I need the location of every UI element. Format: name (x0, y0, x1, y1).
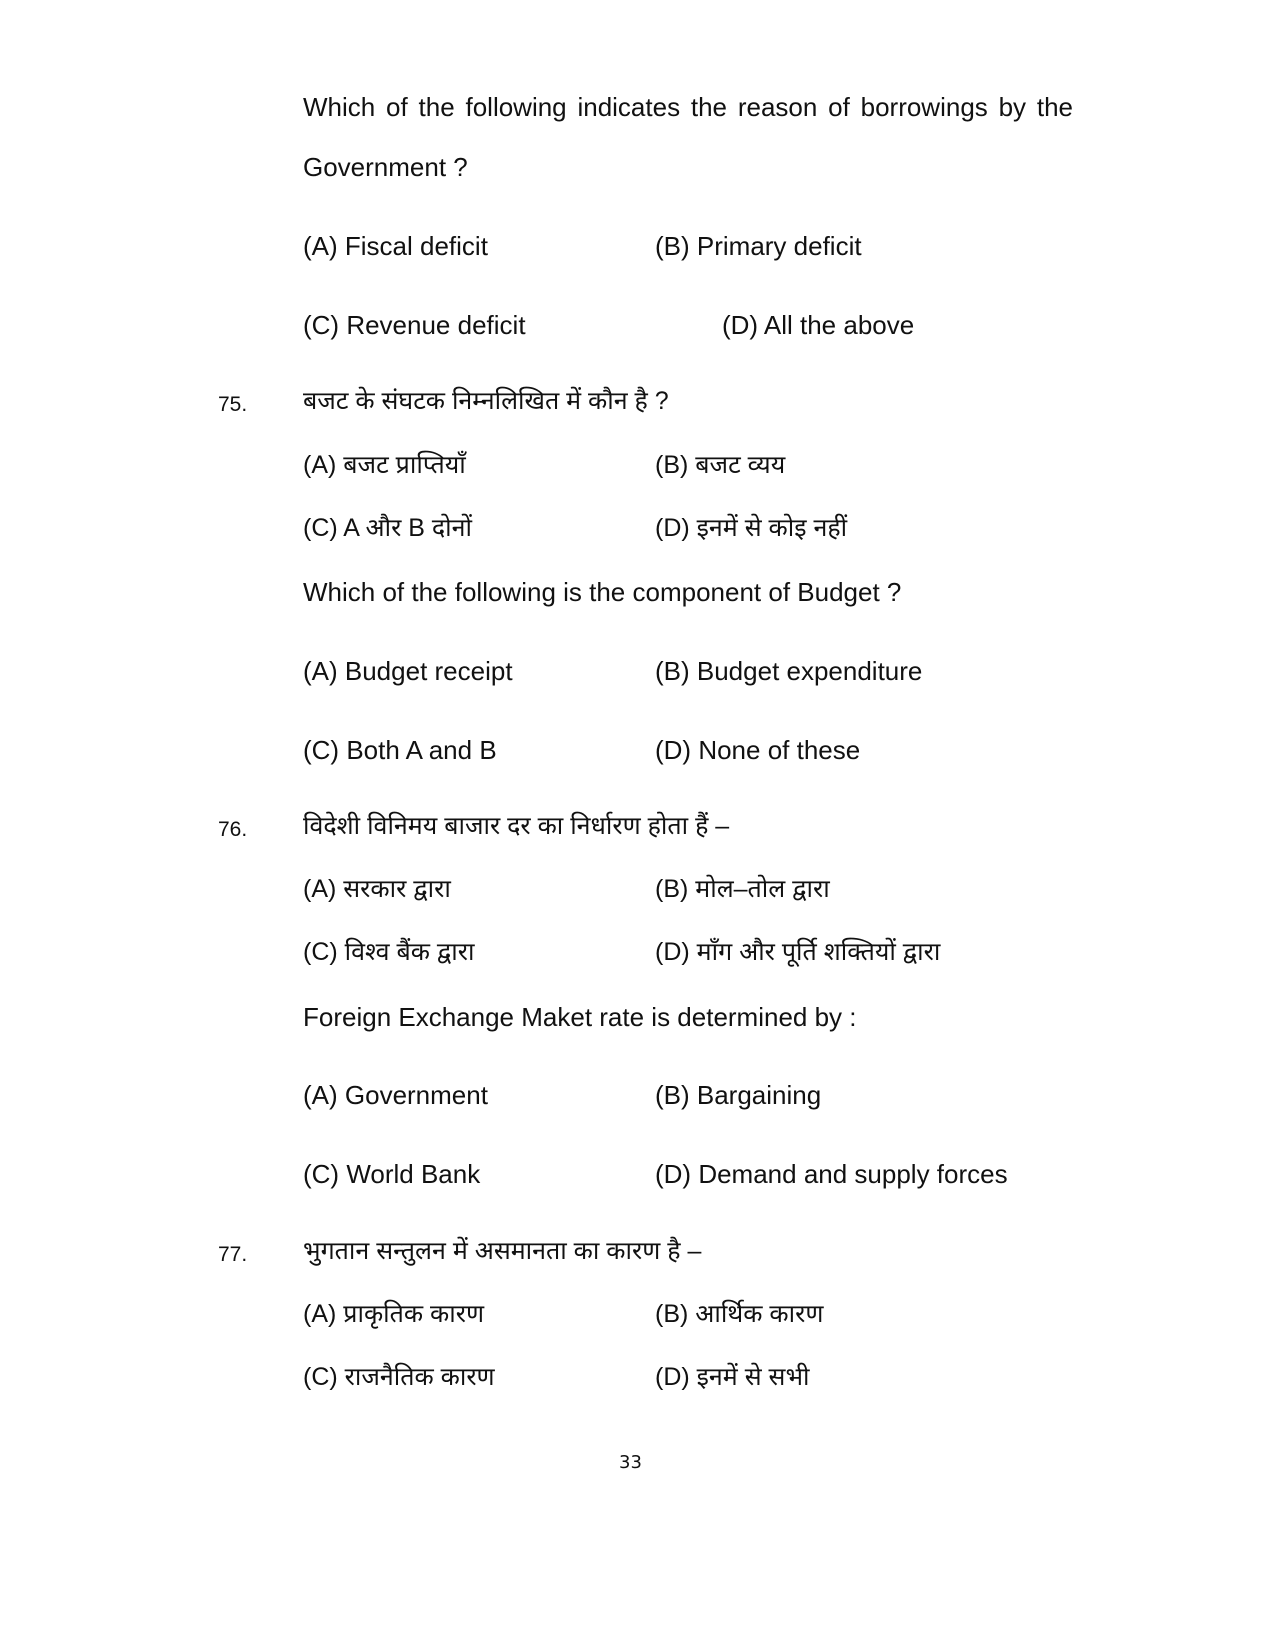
q77-hindi-option-a: (A) प्राकृतिक कारण (303, 1300, 485, 1328)
q76-number: 76. (218, 818, 248, 841)
q76-english-option-b: (B) Bargaining (655, 1080, 822, 1110)
page-number: 33 (619, 1452, 642, 1473)
q75-english-option-c: (C) Both A and B (303, 735, 497, 765)
q74-stem-line-1: Which of the following indicates the reason of borrowings by the (303, 92, 1073, 122)
q76-hindi-option-d: (D) माँग और पूर्ति शक्तियों द्वारा (655, 938, 941, 966)
q75-english-option-b: (B) Budget expenditure (655, 656, 923, 686)
q76-english-stem: Foreign Exchange Maket rate is determined by : (303, 1002, 857, 1032)
q75-english-option-a: (A) Budget receipt (303, 656, 513, 686)
q77-hindi-option-c: (C) राजनैतिक कारण (303, 1363, 495, 1391)
q74-option-d: (D) All the above (722, 310, 915, 340)
q77-hindi-option-b: (B) आर्थिक कारण (655, 1300, 824, 1328)
q76-english-option-a: (A) Government (303, 1080, 488, 1110)
q74-option-a: (A) Fiscal deficit (303, 231, 488, 261)
q77-hindi-option-d: (D) इनमें से सभी (655, 1363, 810, 1391)
q76-hindi-option-c: (C) विश्व बैंक द्वारा (303, 938, 475, 966)
q75-hindi-option-a: (A) बजट प्राप्तियाँ (303, 451, 466, 479)
q77-number: 77. (218, 1243, 248, 1266)
q75-hindi-stem: बजट के संघटक निम्नलिखित में कौन है ? (303, 387, 669, 415)
q76-hindi-option-b: (B) मोल–तोल द्वारा (655, 875, 830, 903)
q76-hindi-option-a: (A) सरकार द्वारा (303, 875, 451, 903)
q74-option-c: (C) Revenue deficit (303, 310, 526, 340)
q74-stem-line-2: Government ? (303, 152, 468, 182)
q76-english-option-d: (D) Demand and supply forces (655, 1159, 1008, 1189)
q75-number: 75. (218, 393, 248, 416)
q77-hindi-stem: भुगतान सन्तुलन में असमानता का कारण है – (303, 1237, 702, 1265)
q75-hindi-option-d: (D) इनमें से कोइ नहीं (655, 514, 848, 542)
q76-hindi-stem: विदेशी विनिमय बाजार दर का निर्धारण होता हैं – (303, 812, 730, 840)
q75-english-option-d: (D) None of these (655, 735, 861, 765)
q76-english-option-c: (C) World Bank (303, 1159, 481, 1189)
q75-hindi-option-b: (B) बजट व्यय (655, 451, 786, 479)
q74-option-b: (B) Primary deficit (655, 231, 862, 261)
q75-english-stem: Which of the following is the component of Budget ? (303, 577, 902, 607)
q75-hindi-option-c: (C) A और B दोनों (303, 514, 472, 542)
